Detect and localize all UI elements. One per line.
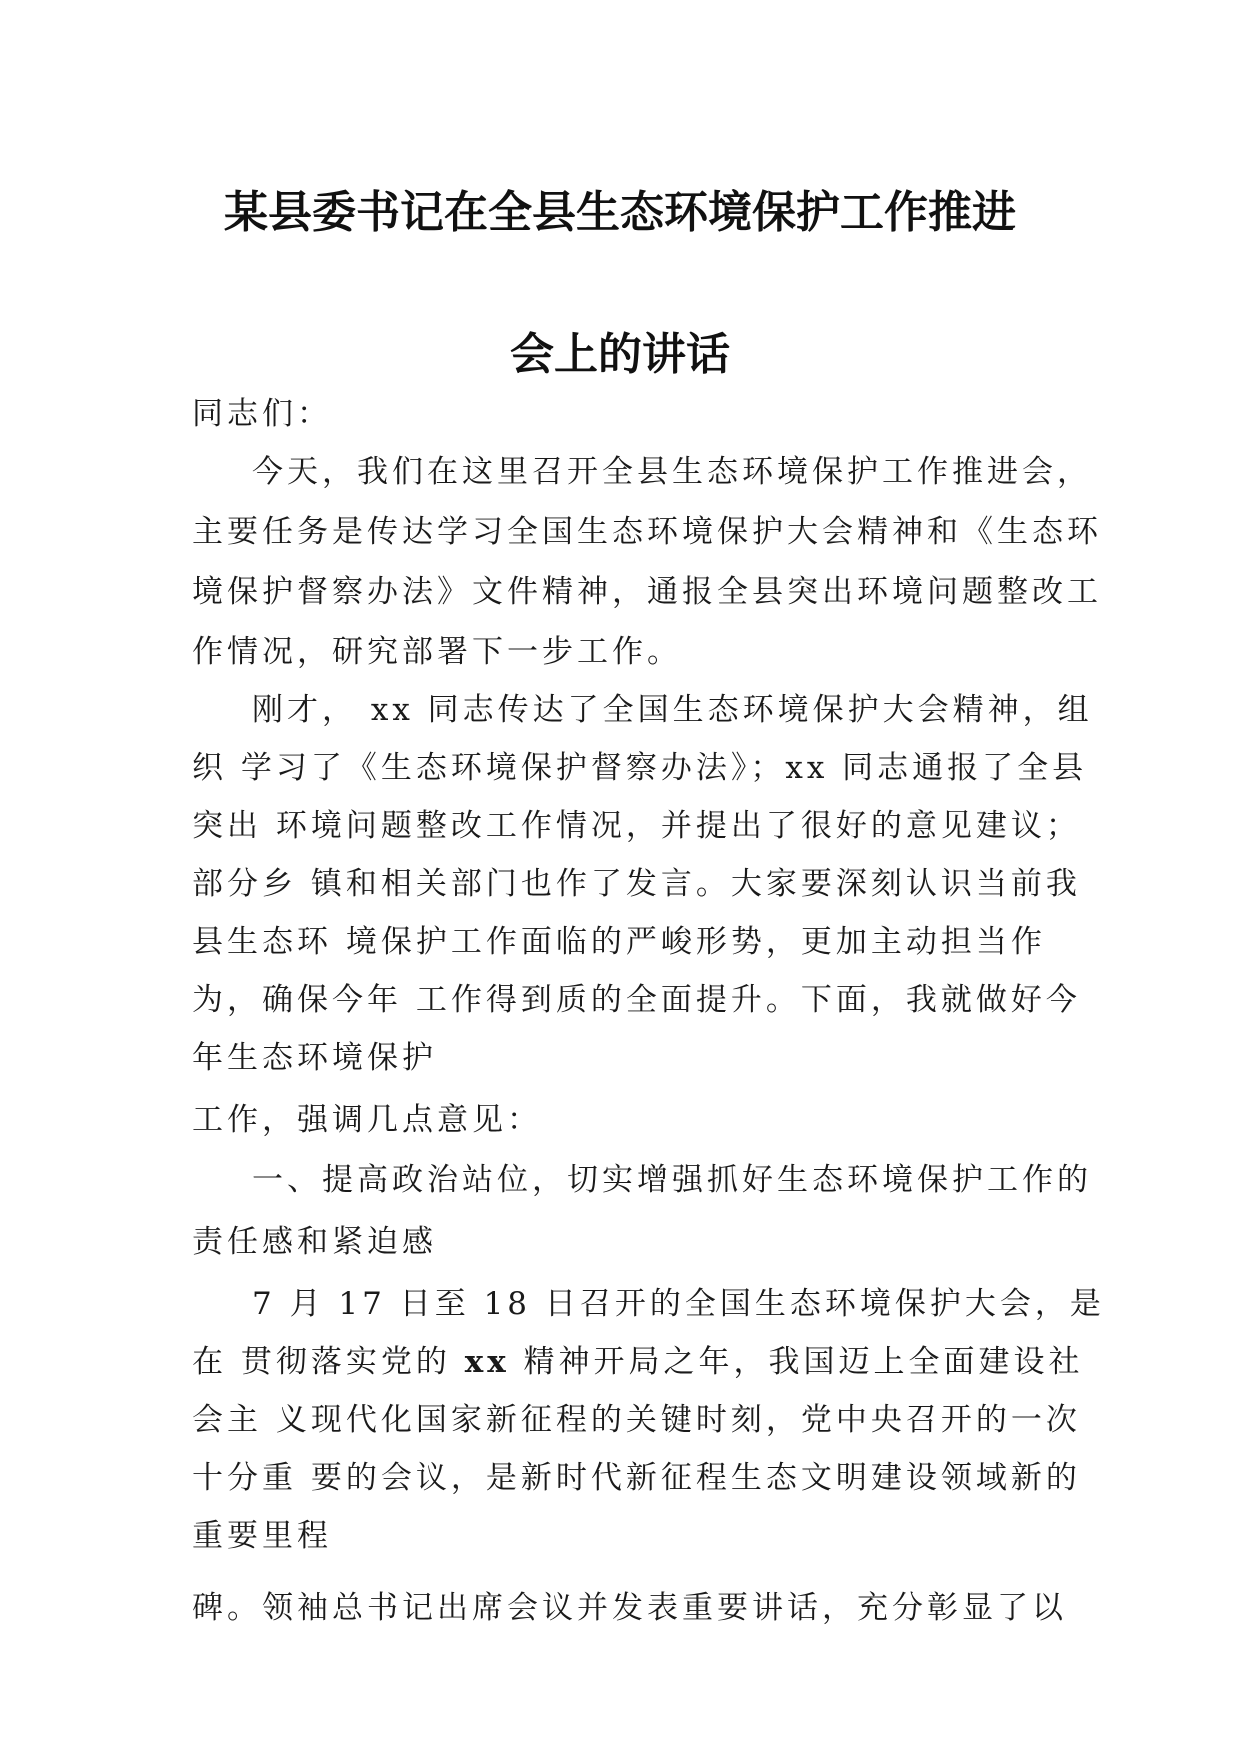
paragraph-line: 年生态环境保护 — [192, 1040, 437, 1076]
paragraph-line: 今天，我们在这里召开全县生态环境保护工作推进会， — [252, 454, 1092, 490]
bold-placeholder: xx — [464, 1344, 510, 1380]
paragraph-line: 部分乡 镇和相关部门也作了发言。大家要深刻认识当前我 — [192, 866, 1081, 902]
document-title-line-2: 会上的讲话 — [510, 329, 730, 380]
paragraph-line: 境保护督察办法》文件精神，通报全县突出环境问题整改工 — [192, 574, 1102, 610]
paragraph-line: 主要任务是传达学习全国生态环境保护大会精神和《生态环 — [192, 514, 1102, 550]
paragraph-line: 碑。领袖总书记出席会议并发表重要讲话，充分彰显了以 — [192, 1590, 1067, 1626]
paragraph-line: 作情况，研究部署下一步工作。 — [192, 634, 682, 670]
paragraph-line: 织 学习了《生态环境保护督察办法》；xx 同志通报了全县 — [192, 750, 1088, 786]
salutation: 同志们： — [192, 396, 332, 432]
paragraph-line — [192, 1342, 1084, 1382]
paragraph-line: 7 月 17 日至 18 日召开的全国生态环境保护大会，是 — [252, 1286, 1105, 1322]
section-heading-line: 责任感和紧迫感 — [192, 1224, 437, 1260]
paragraph-line: 工作，强调几点意见： — [192, 1102, 542, 1138]
paragraph-line: 会主 义现代化国家新征程的关键时刻，党中央召开的一次 — [192, 1402, 1081, 1438]
paragraph-line: 十分重 要的会议，是新时代新征程生态文明建设领域新的 — [192, 1460, 1081, 1496]
section-heading-line: 一、提高政治站位，切实增强抓好生态环境保护工作的 — [252, 1162, 1092, 1198]
document-title-line-1: 某县委书记在全县生态环境保护工作推进 — [224, 187, 1016, 238]
paragraph-line: 县生态环 境保护工作面临的严峻形势，更加主动担当作 — [192, 924, 1046, 960]
paragraph-line: 重要里程 — [192, 1518, 332, 1554]
paragraph-line: 为，确保今年 工作得到质的全面提升。下面，我就做好今 — [192, 982, 1081, 1018]
text-segment: 在 贯彻落实党的 — [192, 1344, 465, 1380]
paragraph-line: 突出 环境问题整改工作情况，并提出了很好的意见建议； — [192, 808, 1081, 844]
paragraph-line: 刚才， xx 同志传达了全国生态环境保护大会精神，组 — [252, 692, 1093, 728]
text-segment: 精神开局之年，我国迈上全面建设社 — [509, 1344, 1084, 1380]
